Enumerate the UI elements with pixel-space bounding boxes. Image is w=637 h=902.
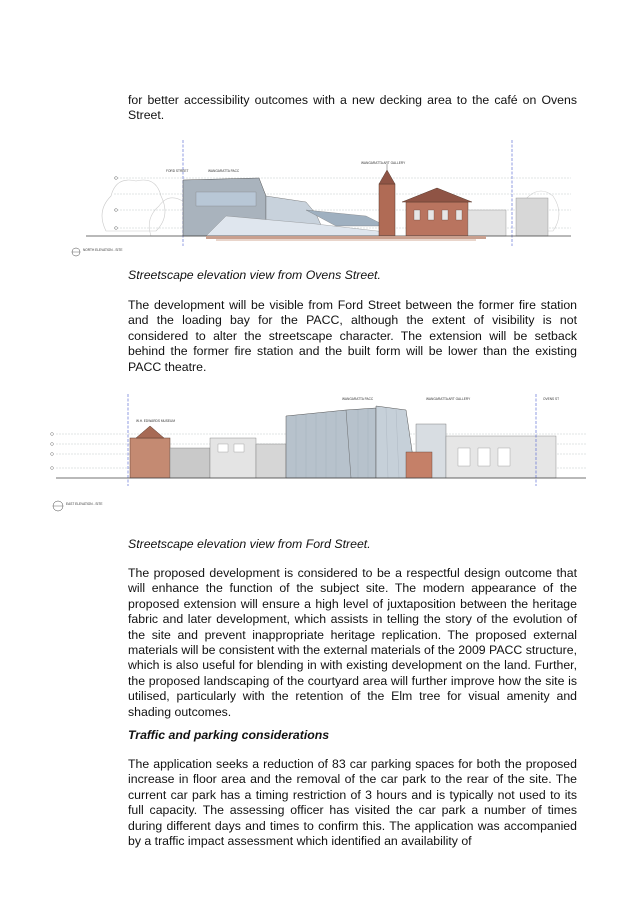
intro-paragraph: for better accessibility outcomes with a new decking area to the café on Ovens Street.	[128, 93, 577, 123]
north-elevation-drawing	[66, 136, 581, 262]
heading-traffic: Traffic and parking considerations	[128, 728, 330, 742]
caption-ford-street: Streetscape elevation view from Ford Street.	[128, 537, 371, 551]
paragraph-design: The proposed development is considered to be a respectful design outcome that will enhance the function of the subject site. The modern appearance of the proposed extension will ensure a high level of juxtaposition between the heritage fabric and later development, which assists in telling the story of the evolution of the site and prevent inappropriate heritage replication. The proposed external materials will be consistent with the external materials of the 2009 PACC structure, which is also useful for blending in with existing development on the land. Further, the proposed landscaping of the courtyard area will further improve how the site is utilised, particularly with the retention of the Elm tree for visual amenity and shading outcomes.	[128, 566, 577, 719]
label-north-elevation: NORTH ELEVATION - SITE	[83, 248, 123, 252]
label-wangaratta-art-gallery-2: WANGARATTA ART GALLERY	[426, 397, 471, 401]
paragraph-traffic: The application seeks a reduction of 83 car parking spaces for both the proposed increase in floor area and the removal of the car park to the rear of the site. The current car park has a timing restriction of 3 hours and is typically not used to its full capacity. The assessing officer has visited the car park a number of times during different days and times to confirm this. The application was accompanied by a traffic impact assessment which identified an availability of	[128, 757, 577, 849]
label-wangaratta-pacc: WANGARATTA PACC	[208, 169, 240, 173]
label-east-elevation: EAST ELEVATION - SITE	[66, 502, 103, 506]
caption-ovens-street: Streetscape elevation view from Ovens Street.	[128, 268, 381, 282]
label-ford-street: FORD STREET	[166, 169, 189, 173]
east-elevation-drawing	[46, 386, 592, 521]
paragraph-ford-street: The development will be visible from Ford Street between the former fire station and the loading bay for the PACC, although the extent of visibility is not considered to alter the streetscape character. The extension will be setback behind the former fire station and the built form will be lower than the existing PACC theatre.	[128, 298, 577, 374]
label-wangaratta-pacc-2: WANGARATTA PACC	[342, 397, 374, 401]
label-wangaratta-art-gallery: WANGARATTA ART GALLERY	[361, 161, 406, 165]
label-ovens-st: OVENS ST	[543, 397, 560, 401]
label-museum: W.H. EDWARDS MUSEUM	[136, 419, 176, 423]
